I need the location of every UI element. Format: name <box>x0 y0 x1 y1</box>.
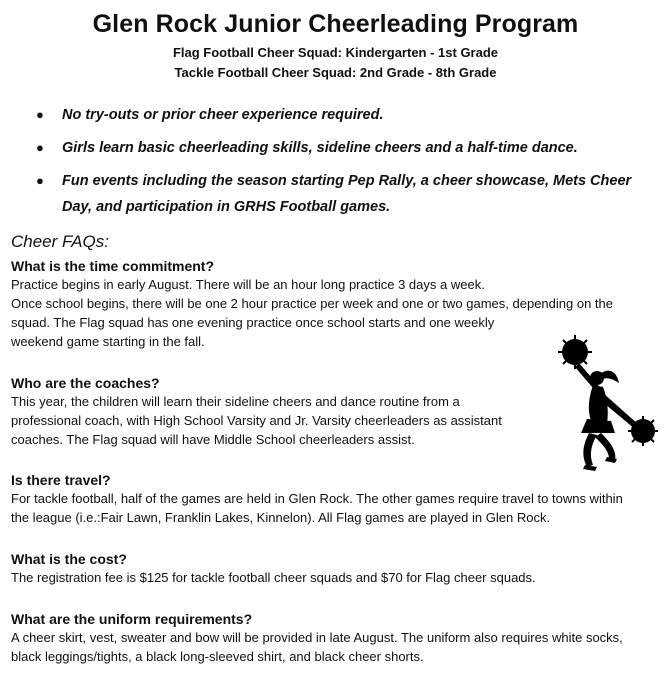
faq-answer-line: For tackle football, half of the games are held in Glen Rock. The other games require travel to towns within <box>11 491 623 506</box>
faq-question: What is the time commitment? <box>11 258 215 274</box>
faq-question: Is there travel? <box>11 472 111 488</box>
faq-question: What is the cost? <box>11 551 127 567</box>
faq-question: Who are the coaches? <box>11 375 160 391</box>
faq-answer-line: professional coach, with High School Varsity and Jr. Varsity cheerleaders as assistant <box>11 413 502 428</box>
bullet-item <box>0 135 671 161</box>
faq-question: What are the uniform requirements? <box>11 611 253 627</box>
faq-cost <box>11 550 659 587</box>
bullet-dot-icon: ● <box>36 140 44 155</box>
bullet-text: Girls learn basic cheerleading skills, sideline cheers and a half-time dance. <box>62 140 578 156</box>
faq-answer <box>11 568 659 587</box>
faq-heading: Cheer FAQs: <box>11 232 109 251</box>
bullet-item <box>0 102 671 128</box>
bullet-text: Fun events including the season starting Pep Rally, a cheer showcase, Mets Cheer Day, and participation in GRHS Football games. <box>62 173 632 215</box>
faq-answer-line: black leggings/tights, a black long-sleeved shirt, and black cheer shorts. <box>11 649 424 664</box>
faq-answer-line: weekend game starting in the fall. <box>11 334 205 349</box>
bullet-text: No try-outs or prior cheer experience required. <box>62 107 384 123</box>
faq-answer <box>11 628 659 666</box>
tackle-squad-subtitle: Tackle Football Cheer Squad: 2nd Grade - 8th Grade <box>174 65 497 80</box>
faq-uniform <box>11 610 659 666</box>
bullet-dot-icon: ● <box>36 173 44 188</box>
faq-answer-line: The registration fee is $125 for tackle football cheer squads and $70 for Flag cheer squads. <box>11 570 536 585</box>
faq-answer-line: Practice begins in early August. There will be an hour long practice 3 days a week. <box>11 277 485 292</box>
faq-answer-line: This year, the children will learn their sideline cheers and dance routine from a <box>11 394 460 409</box>
faq-answer-line: Once school begins, there will be one 2 hour practice per week and one or two games, depending on the <box>11 296 613 311</box>
bullet-item <box>0 168 671 220</box>
flag-squad-subtitle: Flag Football Cheer Squad: Kindergarten - 1st Grade <box>172 45 499 60</box>
cheerleader-silhouette-icon <box>553 333 663 483</box>
faq-answer <box>11 489 659 527</box>
faq-answer-line: the league (i.e.:Fair Lawn, Franklin Lakes, Kinnelon). All Flag games are played in Glen Rock. <box>11 510 551 525</box>
feature-bullet-list <box>0 102 671 227</box>
bullet-dot-icon: ● <box>36 107 44 122</box>
faq-answer-line: squad. The Flag squad has one evening practice once school starts and one weekly <box>11 315 495 330</box>
page-title: Glen Rock Junior Cheerleading Program <box>92 10 579 38</box>
faq-answer-line: A cheer skirt, vest, sweater and bow will be provided in late August. The uniform also requires white socks, <box>11 630 623 645</box>
faq-answer-line: coaches. The Flag squad will have Middle School cheerleaders assist. <box>11 432 415 447</box>
